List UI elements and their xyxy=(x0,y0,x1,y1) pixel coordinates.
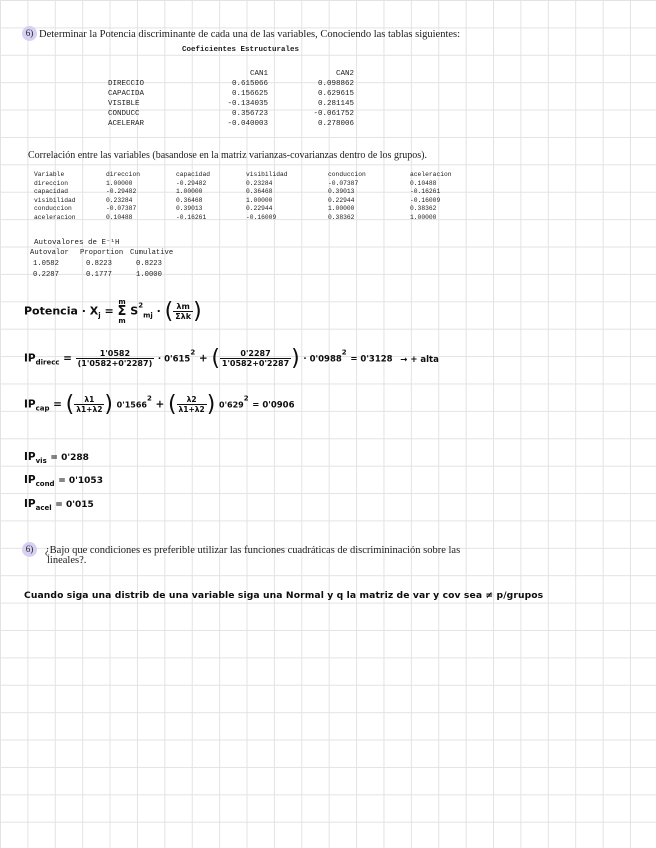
table-row: ACELERAR -0.040003 0.278006 xyxy=(108,120,354,128)
table-row: DIRECCIO 0.615066 0.098862 xyxy=(108,80,354,88)
eigen-table xyxy=(30,248,180,281)
table-row: 1.0582 0.8223 0.8223 xyxy=(33,260,162,268)
table-row: CAPACIDA 0.156625 0.629615 xyxy=(108,90,354,98)
table-row: direccion 1.00000 -0.29482 0.23284 -0.07387 0.10488 xyxy=(34,179,437,187)
correlation-heading: Correlación entre las variables (basandose en la matriz varianzas-covarianzas dentro de los grupos). xyxy=(28,150,427,161)
table-row: aceleracion 0.10488 -0.16261 -0.16009 0.38362 1.00000 xyxy=(34,213,437,221)
table-row: CONDUCC 0.356723 -0.061752 xyxy=(108,110,354,118)
table-row: VISIBLE -0.134035 0.281145 xyxy=(108,100,354,108)
question-2 xyxy=(22,540,460,558)
corr-header-row: Variable direccion capacidad visibilidad conduccion aceleracion xyxy=(34,171,452,178)
correlation-table xyxy=(34,171,480,222)
coef-table xyxy=(108,69,354,129)
ip-vis-value: $IP_{vis} = 0'288$ xyxy=(24,451,89,465)
coef-table-title: Coeficientes Estructurales xyxy=(182,46,300,54)
coef-header-row: CAN1 CAN2 xyxy=(249,70,354,78)
ip-direcc-formula: $IP_{direcc}$ = $\frac{1'0582}{(1'0582+0'2287)}$ · $0'615^2$ + ( $\frac{0'2287}{1'0582+0'2287}$ ) · $0'0988^2 = 0'3128$ → + alta xyxy=(24,346,439,371)
question-number-badge: 6) xyxy=(22,26,37,41)
question-text-line1: ¿Bajo que condiciones es preferible utilizar las funciones cuadráticas de discrimininación sobre las xyxy=(45,545,461,556)
ip-cap-formula: $IP_{cap}$ = ( $\frac{\lambda 1}{\lambda 1+\lambda 2}$ ) $0'1566^2$ + ( $\frac{\lambda 2}{\lambda 1+\lambda 2}$ ) $0'629^2 = 0'0906$ xyxy=(24,392,295,417)
eigen-header-row: Autovalor Proportion Cumulative xyxy=(30,249,174,257)
eigen-title: Autovalores de E⁻¹H xyxy=(34,239,120,247)
table-row: visibilidad 0.23284 0.36468 1.00000 0.22944 -0.16009 xyxy=(34,196,441,204)
table-row: conduccion -0.07387 0.39013 0.22944 1.00000 0.38362 xyxy=(34,205,437,212)
ip-acel-value: $IP_{acel} = 0'015$ xyxy=(24,498,94,512)
potencia-formula: Potencia · $X_j$ = m Σ m $S^2_{mj}$ · ( $\frac{\lambda m}{\text{Σλk}}$ ) xyxy=(24,298,202,325)
table-row: capacidad -0.29482 1.00000 0.36468 0.39013 -0.16261 xyxy=(34,188,441,195)
question-text-line2: lineales?. xyxy=(47,555,87,566)
question-number-badge: 6) xyxy=(22,542,37,557)
ip-cond-value: $IP_{cond} = 0'1053$ xyxy=(24,474,103,488)
question-1 xyxy=(22,24,460,42)
question-text: Determinar la Potencia discriminante de cada una de las variables, Conociendo las tablas siguientes: xyxy=(39,29,461,40)
table-row: 0.2287 0.1777 1.0000 xyxy=(33,271,162,279)
answer-text: Cuando siga una distrib de una variable siga una Normal y q la matriz de var y cov sea ≠ p/grupos xyxy=(24,590,544,601)
